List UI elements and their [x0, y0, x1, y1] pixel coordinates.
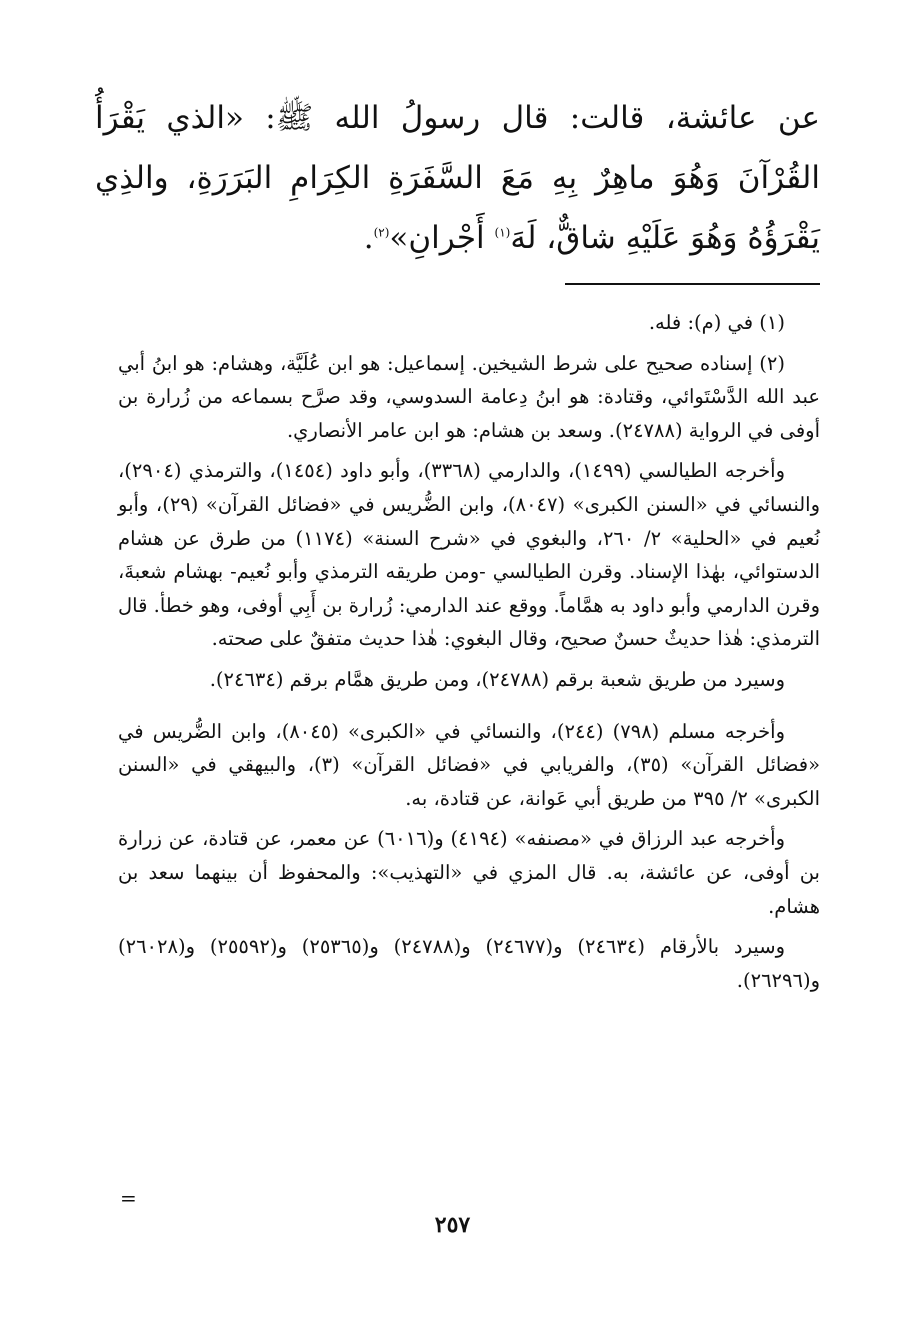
continuation-mark: = [120, 1186, 137, 1210]
footnote-paragraph: وسيرد من طريق شعبة برقم (٢٤٧٨٨)، ومن طريق همَّام برقم (٢٤٦٣٤). [209, 667, 785, 691]
hadith-body-end: أَجْرانِ» [389, 220, 495, 256]
hadith-period: . [363, 220, 374, 256]
hadith-text [95, 88, 820, 268]
page-number: ٢٥٧ [434, 1212, 471, 1238]
footnote-ref-2: (٢) [373, 225, 390, 240]
footnotes [118, 306, 820, 1004]
footnote-paragraph: وأخرجه الطيالسي (١٤٩٩)، والدارمي (٣٣٦٨)، وأبو داود (١٤٥٤)، والترمذي (٢٩٠٤)، والنسائي في «السنن الكبرى» (٨٠٤٧)، وابن الضُّريس في «فضائل القرآن» (٢٩)، وأبو نُعيم في «الحلية» ٢/ ٢٦٠، والبغوي في «شرح السنة» (١١٧٤) من طرق عن هشام الدستوائي، بهٰذا الإسناد. وقرن الطيالسي -ومن طريقه الترمذي وأبو نُعيم- بهشام شعبةَ، وقرن الدارمي وأبو داود به همَّاماً. ووقع عند الدارمي: زُرارة بن أَبِي أوفى، وهو خطأ. قال الترمذي: هٰذا حديثٌ حسنٌ صحيح، وقال البغوي: هٰذا حديث متفقٌ على صحته. [118, 459, 821, 651]
footnote-2: (٢) إسناده صحيح على شرط الشيخين. إسماعيل: هو ابن عُلَيَّة، وهشام: هو ابنُ أبي عبد الله الدَّسْتَوائي، وقتادة: هو ابنُ دِعامة السدوسي، وقد صرَّح بسماعه من زُرارة بن أوفى في الرواية (٢٤٧٨٨). وسعد بن هشام: هو ابن عامر الأنصاري. [118, 351, 820, 442]
footnote-paragraph: وأخرجه مسلم (٧٩٨) (٢٤٤)، والنسائي في «الكبرى» (٨٠٤٥)، وابن الضُّريس في «فضائل القرآن» (٣٥)، والفريابي في «فضائل القرآن» (٣)، والبيهقي في «السنن الكبرى» ٢/ ٣٩٥ من طريق أبي عَوانة، عن قتادة، به. [118, 719, 820, 810]
footnote-ref-1: (١) [494, 225, 511, 240]
hadith-body: عن عائشة، قالت: قال رسولُ الله ﷺ: «الذي يَقْرَأُ القُرْآنَ وَهُوَ ماهِرٌ بِهِ مَعَ السَّفَرَةِ الكِرَامِ البَرَرَةِ، والذِي يَقْرَؤُهُ وَهُوَ عَلَيْهِ شاقٌّ، لَهَ [95, 100, 820, 256]
footnote-separator [565, 283, 820, 285]
footnote-paragraph: وأخرجه عبد الرزاق في «مصنفه» (٤١٩٤) و(٦٠١٦) عن معمر، عن قتادة، عن زرارة بن أوفى، عن عائشة، به. قال المزي في «التهذيب»: والمحفوظ أن بينهما سعد بن هشام. [118, 827, 820, 918]
footnote-paragraph: وسيرد بالأرقام (٢٤٦٣٤) و(٢٤٦٧٧) و(٢٤٧٨٨) و(٢٥٣٦٥) و(٢٥٥٩٢) و(٢٦٠٢٨) و(٢٦٢٩٦). [118, 935, 820, 992]
footnote-1: (١) في (م): فله. [648, 311, 785, 334]
